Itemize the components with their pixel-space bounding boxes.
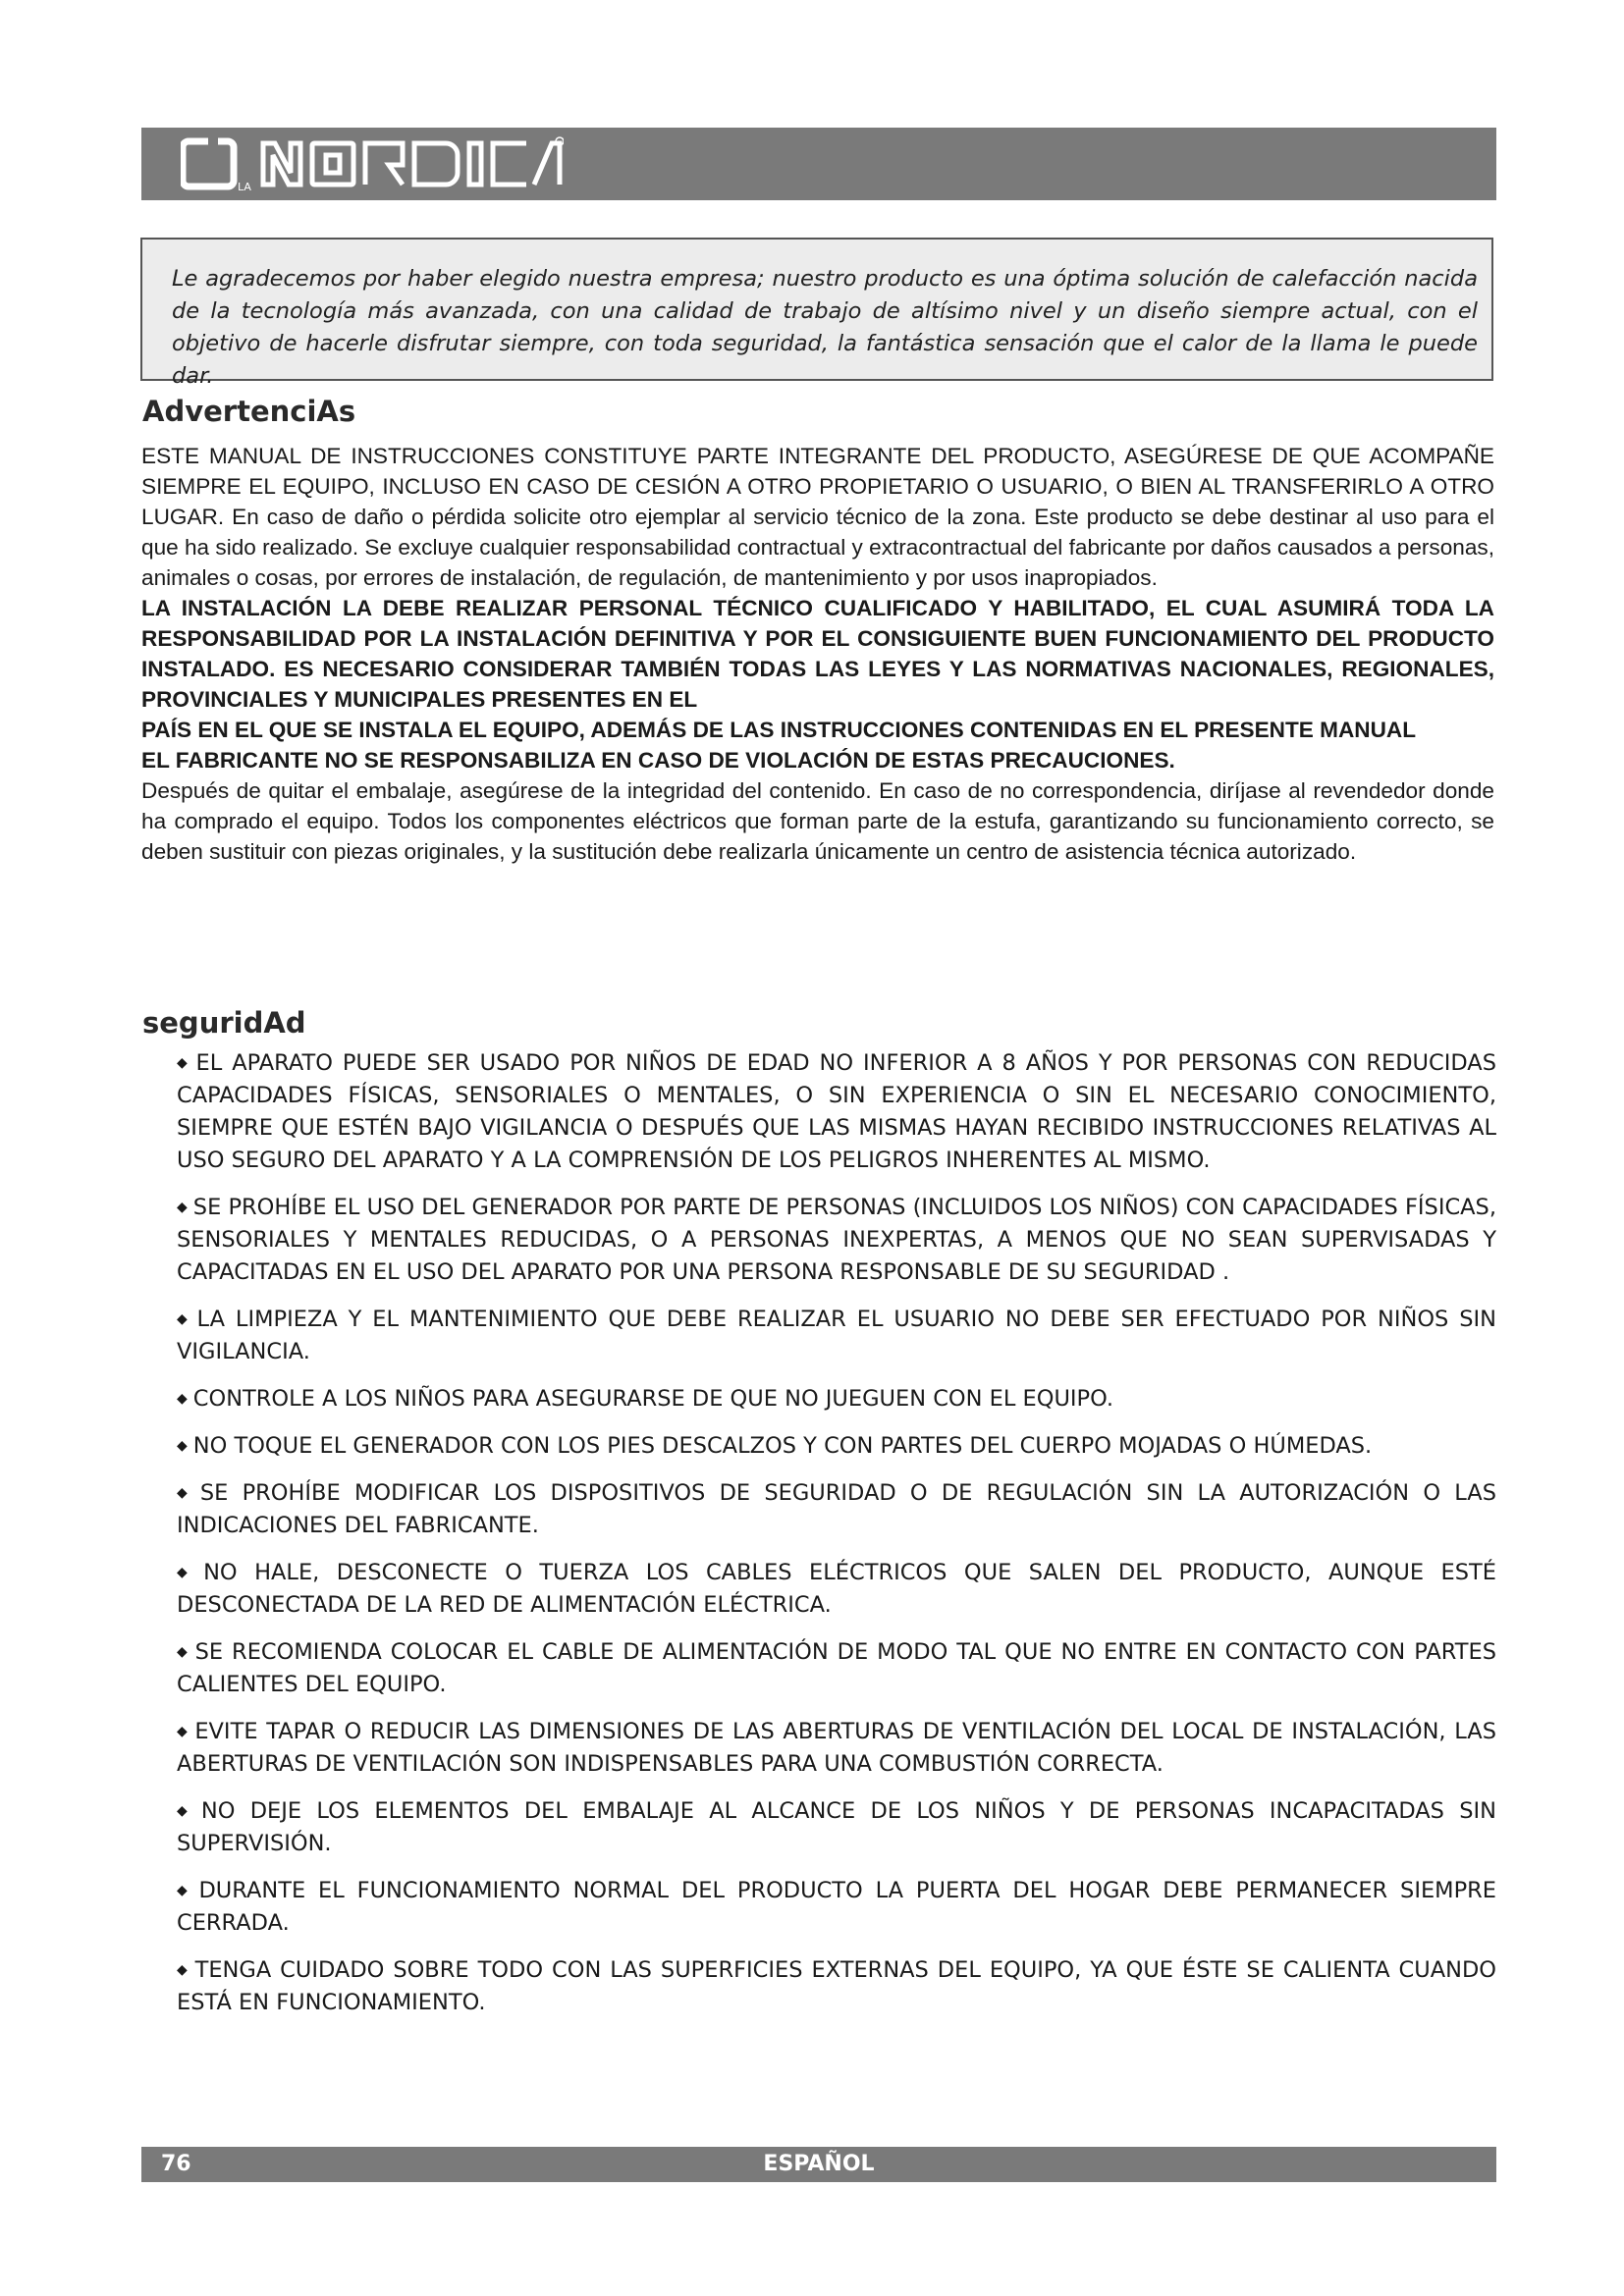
list-item [177, 1192, 1496, 1289]
list-item [177, 1954, 1496, 2019]
bullet-icon: ◆ [177, 1485, 194, 1501]
bullet-icon: ◆ [177, 1200, 188, 1215]
list-item [177, 1047, 1496, 1177]
list-item-text: LA LIMPIEZA Y EL MANTENIMIENTO QUE DEBE REALIZAR EL USUARIO NO DEBE SER EFECTUADO POR NIÑOS SIN VIGILANCIA. [177, 1307, 1496, 1364]
svg-text:LA: LA [238, 181, 251, 193]
bullet-icon: ◆ [177, 1391, 188, 1407]
advertencias-paragraph-1: ESTE MANUAL DE INSTRUCCIONES CONSTITUYE PARTE INTEGRANTE DEL PRODUCTO, ASEGÚRESE DE QUE ACOMPAÑE SIEMPRE EL EQUIPO, INCLUSO EN CASO DE CESIÓN A OTRO PROPIETARIO O USUARIO, O BIEN AL TRANSFERIRLO A OTRO LUGAR. En caso de daño o pérdida solicite otro ejemplar al servicio técnico de la zona. Este producto se debe destinar al uso para el que ha sido realizado. Se excluye cualquier responsabilidad contractual y extracontractual del fabricante por daños causados a personas, animales o cosas, por errores de instalación, de regulación, de mantenimiento y por usos inapropiados. [141, 444, 1494, 590]
list-item [177, 1557, 1496, 1622]
footer-language: ESPAÑOL [763, 2152, 875, 2176]
list-item [177, 1304, 1496, 1368]
nordica-logo-icon [181, 133, 564, 194]
seguridad-heading: seguridAd [142, 1006, 306, 1040]
list-item [177, 1477, 1496, 1542]
bullet-icon: ◆ [177, 1311, 191, 1327]
bullet-icon: ◆ [177, 1962, 189, 1978]
list-item-text: NO TOQUE EL GENERADOR CON LOS PIES DESCALZOS Y CON PARTES DEL CUERPO MOJADAS O HÚMEDAS. [192, 1433, 1373, 1459]
bullet-icon: ◆ [177, 1565, 198, 1580]
list-item-text: DURANTE EL FUNCIONAMIENTO NORMAL DEL PRODUCTO LA PUERTA DEL HOGAR DEBE PERMANECER SIEMPRE CERRADA. [177, 1878, 1496, 1936]
list-item [177, 1795, 1496, 1860]
nordica-logo [181, 133, 564, 194]
list-item-text: SE RECOMIENDA COLOCAR EL CABLE DE ALIMENTACIÓN DE MODO TAL QUE NO ENTRE EN CONTACTO CON PARTES CALIENTES DEL EQUIPO. [177, 1639, 1496, 1697]
list-item-text: NO HALE, DESCONECTE O TUERZA LOS CABLES ELÉCTRICOS QUE SALEN DEL PRODUCTO, AUNQUE ESTÉ DESCONECTADA DE LA RED DE ALIMENTACIÓN ELÉCTRICA. [177, 1560, 1496, 1618]
list-item-text: SE PROHÍBE EL USO DEL GENERADOR POR PARTE DE PERSONAS (INCLUIDOS LOS NIÑOS) CON CAPACIDADES FÍSICAS, SENSORIALES Y MENTALES REDUCIDAS, O A PERSONAS INEXPERTAS, A MENOS QUE NO SEAN SUPERVISADAS Y CAPACITADAS EN EL USO DEL APARATO POR UNA PERSONA RESPONSABLE DE SU SEGURIDAD . [177, 1195, 1496, 1285]
advertencias-body [141, 441, 1494, 867]
list-item [177, 1383, 1496, 1415]
footer-bar [141, 2147, 1496, 2182]
list-item [177, 1875, 1496, 1940]
list-item [177, 1636, 1496, 1701]
advertencias-bold-1: LA INSTALACIÓN LA DEBE REALIZAR PERSONAL TÉCNICO CUALIFICADO Y HABILITADO, EL CUAL ASUMIRÁ TODA LA RESPONSABILIDAD POR LA INSTALACIÓN DEFINITIVA Y POR EL CONSIGUIENTE BUEN FUNCIONAMIENTO DEL PRODUCTO INSTALADO. ES NECESARIO CONSIDERAR TAMBIÉN TODAS LAS LEYES Y LAS NORMATIVAS NACIONALES, REGIONALES, PROVINCIALES Y MUNICIPALES PRESENTES EN EL [141, 596, 1494, 712]
bullet-icon: ◆ [177, 1644, 189, 1660]
seguridad-list [177, 1047, 1496, 2034]
intro-text: Le agradecemos por haber elegido nuestra empresa; nuestro producto es una óptima solución de calefacción nacida de la tecnología más avanzada, con una calidad de trabajo de altísimo nivel y un diseño siempre actual, con el objetivo de hacerle disfrutar siempre, con toda seguridad, la fantástica sensación que el calor de la llama le puede dar. [172, 266, 1478, 389]
list-item-text: EL APARATO PUEDE SER USADO POR NIÑOS DE EDAD NO INFERIOR A 8 AÑOS Y POR PERSONAS CON REDUCIDAS CAPACIDADES FÍSICAS, SENSORIALES O MENTALES, O SIN EXPERIENCIA O SIN EL NECESARIO CONOCIMIENTO, SIEMPRE QUE ESTÉN BAJO VIGILANCIA O DESPUÉS QUE LAS MISMAS HAYAN RECIBIDO INSTRUCCIONES RELATIVAS AL USO SEGURO DEL APARATO Y A LA COMPRENSIÓN DE LOS PELIGROS INHERENTES AL MISMO. [177, 1050, 1496, 1173]
bullet-icon: ◆ [177, 1724, 189, 1739]
list-item-text: TENGA CUIDADO SOBRE TODO CON LAS SUPERFICIES EXTERNAS DEL EQUIPO, YA QUE ÉSTE SE CALIENTA CUANDO ESTÁ EN FUNCIONAMIENTO. [177, 1957, 1496, 2015]
list-item-text: NO DEJE LOS ELEMENTOS DEL EMBALAJE AL ALCANCE DE LOS NIÑOS Y DE PERSONAS INCAPACITADAS SIN SUPERVISIÓN. [177, 1798, 1496, 1856]
bullet-icon: ◆ [177, 1883, 193, 1898]
advertencias-heading: AdvertenciAs [142, 395, 356, 428]
advertencias-bold-3: EL FABRICANTE NO SE RESPONSABILIZA EN CASO DE VIOLACIÓN DE ESTAS PRECAUCIONES. [141, 748, 1175, 773]
header-bar [141, 128, 1496, 200]
bullet-icon: ◆ [177, 1438, 188, 1454]
intro-box [140, 238, 1493, 389]
advertencias-paragraph-2: Después de quitar el embalaje, asegúrese de la integridad del contenido. En caso de no correspondencia, diríjase al revendedor donde ha comprado el equipo. Todos los componentes eléctricos que forman parte de la estufa, garantizando su funcionamiento correcto, se deben sustituir con piezas originales, y la sustitución debe realizarla únicamente un centro de asistencia técnica autorizado. [141, 778, 1494, 864]
advertencias-bold-2: PAÍS EN EL QUE SE INSTALA EL EQUIPO, ADEMÁS DE LAS INSTRUCCIONES CONTENIDAS EN EL PRESENTE MANUAL [141, 718, 1417, 742]
page-number: 76 [161, 2152, 191, 2176]
list-item-text: SE PROHÍBE MODIFICAR LOS DISPOSITIVOS DE SEGURIDAD O DE REGULACIÓN SIN LA AUTORIZACIÓN O LAS INDICACIONES DEL FABRICANTE. [177, 1480, 1496, 1538]
list-item [177, 1430, 1496, 1463]
list-item [177, 1716, 1496, 1781]
bullet-icon: ◆ [177, 1803, 195, 1819]
list-item-text: EVITE TAPAR O REDUCIR LAS DIMENSIONES DE LAS ABERTURAS DE VENTILACIÓN DEL LOCAL DE INSTALACIÓN, LAS ABERTURAS DE VENTILACIÓN SON INDISPENSABLES PARA UNA COMBUSTIÓN CORRECTA. [177, 1719, 1496, 1777]
list-item-text: CONTROLE A LOS NIÑOS PARA ASEGURARSE DE QUE NO JUEGUEN CON EL EQUIPO. [192, 1386, 1114, 1412]
bullet-icon: ◆ [177, 1055, 190, 1071]
